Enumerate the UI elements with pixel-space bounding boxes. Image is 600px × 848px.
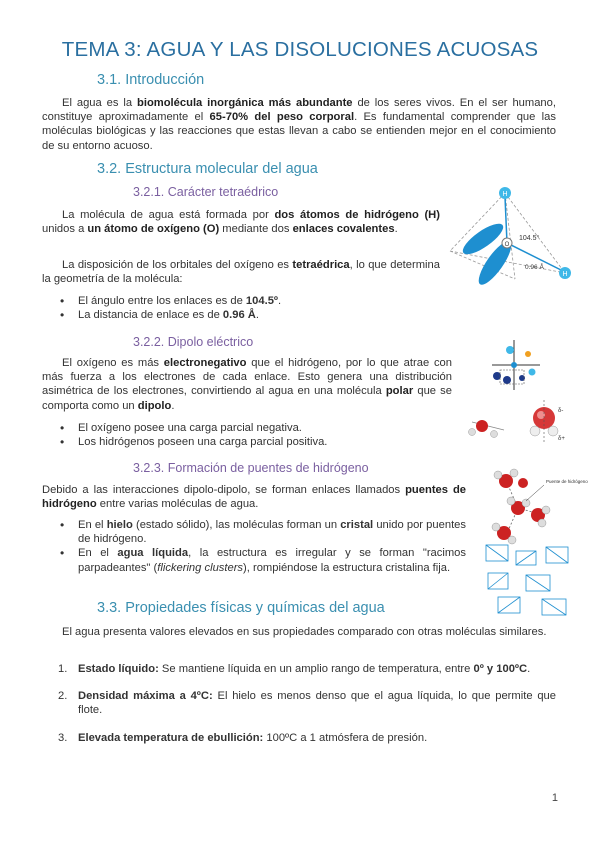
hydrogen-bond-paragraph: Debido a las interacciones dipolo-dipolo, se forman enlaces llamados puentes de hidrógeno entre varias moléculas de agua. [42, 484, 467, 511]
tetrahedral-list [56, 294, 446, 322]
list-item: • En el agua líquida, la estructura es irregular y se forman "racimos parpadeantes" (flickering clusters), rompiéndose la estructura cristalina fija. [56, 546, 466, 574]
tetrahedral-molecule-figure [445, 183, 580, 298]
list-item: • El oxígeno posee una carga parcial negativa. [56, 421, 456, 435]
list-item: • La distancia de enlace es de 0.96 Å. [56, 308, 446, 322]
ice-lattice-diagram [486, 545, 568, 615]
page-title: TEMA 3: AGUA Y LAS DISOLUCIONES ACUOSAS [61, 38, 539, 61]
svg-text:δ+: δ+ [558, 436, 565, 442]
list-item: • El ángulo entre los enlaces es de 104.5º. [56, 294, 446, 308]
angle-label: 104.5° [519, 235, 540, 242]
svg-text:δ-: δ- [558, 408, 564, 414]
heading-3-2-1: 3.2.1. Carácter tetraédrico [133, 185, 279, 199]
heading-3-1: 3.1. Introducción [97, 72, 205, 88]
properties-list [56, 662, 556, 745]
heading-3-2-2: 3.2.2. Dipolo eléctrico [133, 335, 254, 349]
heading-3-3: 3.3. Propiedades físicas y químicas del agua [97, 600, 385, 616]
dipole-paragraph: El oxígeno es más electronegativo que el hidrógeno, por lo que atrae con más fuerza a los electrones de cada enlace. Esto genera una distribución asimétrica de los electrones, convirtiendo al agua en una molécula polar que se comporta como un dipolo. [42, 357, 452, 412]
page-number: 1 [551, 792, 558, 804]
distance-label: 0.96 Å [525, 264, 544, 271]
hydrogen-label-right: H [562, 271, 568, 278]
intro-paragraph: El agua es la biomolécula inorgánica más abundante de los seres vivos. En el ser humano, constituye aproximadamente el 65-70% del peso corporal. Es fundamental comprender que las moléculas biológicas y las reacciones que estas llevan a cabo se entienden mejor en el conocimiento de su entorno acuoso. [42, 97, 556, 152]
list-item: 1. Estado líquido: Se mantiene líquida en un amplio rango de temperatura, entre 0º y 100ºC. [58, 663, 531, 675]
dipole-molecule-figure [462, 330, 580, 448]
hydrogen-bond-label: Puente de hidrógeno [546, 479, 588, 484]
tetrahedral-paragraph-2: La disposición de los orbitales del oxígeno es tetraédrica, lo que determina la geometría de la molécula: [42, 259, 440, 286]
properties-intro: El agua presenta valores elevados en sus propiedades comparado con otras moléculas similares. [62, 626, 547, 638]
list-item: 2. Densidad máxima a 4ºC: El hielo es menos denso que el agua líquida, lo que permite que flote. [58, 690, 556, 717]
hydrogen-bond-figure [478, 463, 588, 621]
list-item: • En el hielo (estado sólido), las moléculas forman un cristal unido por puentes de hidrógeno. [56, 518, 466, 546]
tetrahedral-paragraph-1: La molécula de agua está formada por dos átomos de hidrógeno (H) unidos a un átomo de oxígeno (O) mediante dos enlaces covalentes. [42, 209, 440, 236]
list-item: • Los hidrógenos poseen una carga parcial positiva. [56, 435, 456, 449]
oxygen-atom [476, 420, 488, 432]
oxygen-label: O [504, 242, 510, 248]
hydrogen-label-top: H [502, 191, 508, 198]
heading-3-2-3: 3.2.3. Formación de puentes de hidrógeno [133, 461, 369, 475]
list-item: 3. Elevada temperatura de ebullición: 100ºC a 1 atmósfera de presión. [58, 731, 428, 744]
dipole-list [56, 421, 456, 449]
heading-3-2: 3.2. Estructura molecular del agua [97, 161, 318, 177]
hydrogen-bond-list [56, 518, 466, 575]
